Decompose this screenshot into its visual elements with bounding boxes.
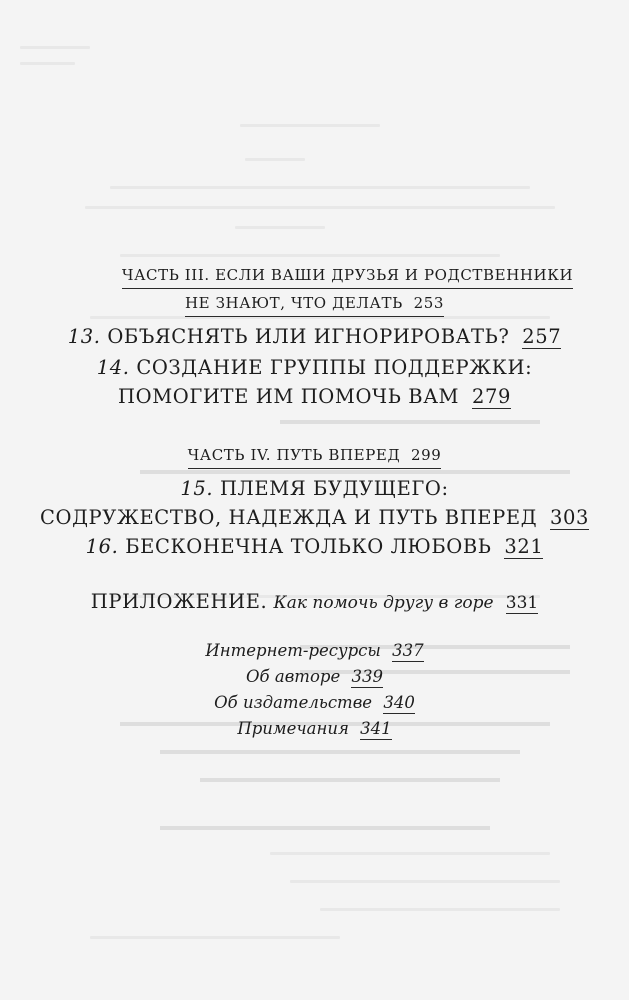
chapter-title-line-2: ПОМОГИТЕ ИМ ПОМОЧЬ ВАМ [118,385,460,408]
page-number: 337 [392,641,424,660]
page-number: 331 [505,593,539,613]
bleed-through-mark [20,62,75,65]
part-heading-4[interactable] [0,444,629,469]
chapter-title: ОБЪЯСНЯТЬ ИЛИ ИГНОРИРОВАТЬ? [107,325,510,348]
part-4-title-line [188,444,442,469]
chapter-14-entry[interactable] [0,354,629,410]
part-4-title-text: ЧАСТЬ IV. ПУТЬ ВПЕРЕД [187,446,401,464]
chapter-title: ПЛЕМЯ БУДУЩЕГО: [219,477,449,500]
bleed-through-mark [110,186,530,189]
page-number: 321 [504,535,544,558]
back-matter-about-publisher[interactable] [0,691,629,715]
back-matter-internet-resources[interactable] [0,639,629,663]
bleed-through-mark [90,936,340,939]
bleed-through-mark [160,826,490,830]
entry-title: Интернет-ресурсы [205,641,381,660]
chapter-15-entry[interactable] [0,475,629,531]
chapter-number: 13. [67,325,101,348]
part-3-title-text: НЕ ЗНАЮТ, ЧТО ДЕЛАТЬ [184,294,403,312]
bleed-through-mark [290,880,560,883]
page-number: 257 [522,325,562,348]
bleed-through-mark [120,254,500,257]
page-number: 303 [549,506,589,529]
page-number: 339 [351,667,383,686]
bleed-through-mark [320,908,560,911]
chapter-title: БЕСКОНЕЧНА ТОЛЬКО ЛЮБОВЬ [125,535,492,558]
bleed-through-mark [200,778,500,782]
part-3-page-number: 253 [413,294,444,312]
bleed-through-mark [245,158,305,161]
back-matter-list [0,639,629,741]
chapter-title-line-2: СОДРУЖЕСТВО, НАДЕЖДА И ПУТЬ ВПЕРЕД [39,506,538,529]
bleed-through-mark [235,226,325,229]
chapter-number: 14. [96,356,130,379]
page-number: 279 [471,385,511,408]
appendix-entry[interactable] [0,588,629,617]
back-matter-notes[interactable] [0,717,629,741]
back-matter-about-author[interactable] [0,665,629,689]
bleed-through-mark [240,124,380,127]
bleed-through-mark [270,852,550,855]
entry-title: Об авторе [246,667,341,686]
entry-title: Примечания [237,719,349,738]
chapter-title: СОЗДАНИЕ ГРУППЫ ПОДДЕРЖКИ: [136,356,533,379]
table-of-contents [0,264,629,741]
appendix-label: ПРИЛОЖЕНИЕ. [90,590,268,613]
page-number: 341 [360,719,392,738]
appendix-subtitle: Как помочь другу в горе [273,593,494,613]
chapter-13-entry[interactable] [0,323,629,350]
chapter-number: 16. [85,535,119,558]
part-3-title-line-1: ЧАСТЬ III. ЕСЛИ ВАШИ ДРУЗЬЯ И РОДСТВЕННИКИ [122,264,573,289]
bleed-through-mark [85,206,555,209]
entry-title: Об издательстве [214,693,373,712]
part-4-page-number: 299 [411,446,442,464]
chapter-16-entry[interactable] [0,533,629,560]
chapter-number: 15. [180,477,214,500]
part-3-title-line-2 [185,292,444,317]
bleed-through-mark [160,750,520,754]
page-number: 340 [383,693,415,712]
bleed-through-mark [20,46,90,49]
part-heading-3[interactable] [0,264,629,317]
